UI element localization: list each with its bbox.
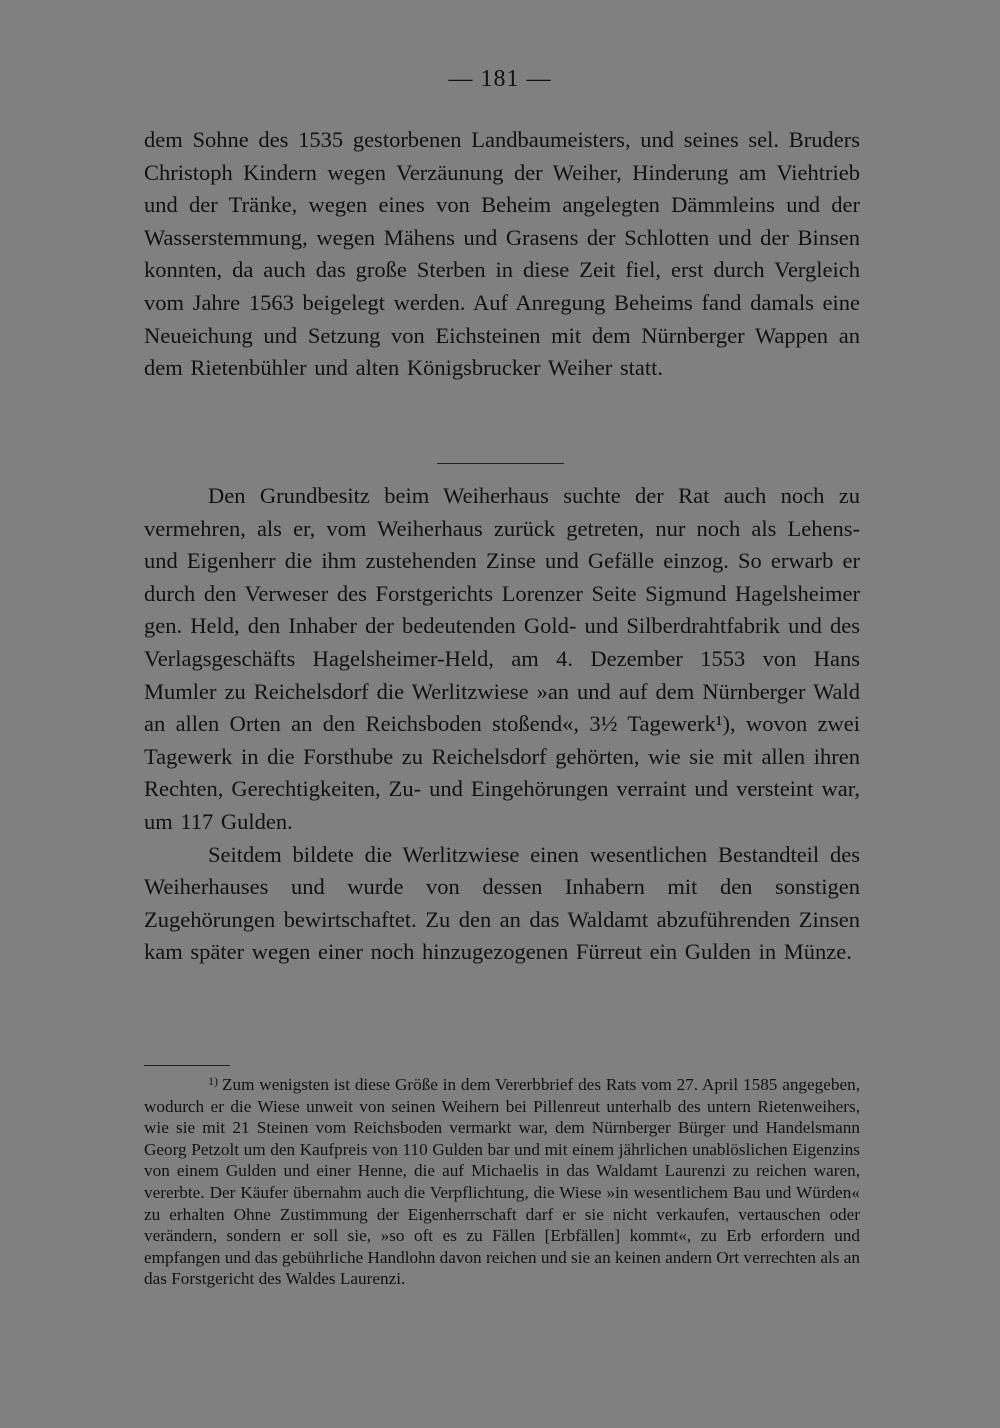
text-block-top <box>144 124 860 385</box>
footnote-marker: 1) <box>208 1074 218 1088</box>
footnote-divider <box>144 1065 230 1066</box>
paragraph: Seitdem bildete die Werlitzwiese einen wesentlichen Bestandteil des Weiherhauses und wurde von dessen Inhabern mit den sonstigen Zugehörungen bewirtschaftet. Zu den an das Waldamt abzuführenden Zinsen kam später wegen einer noch hinzugezogenen Fürreut ein Gulden in Münze. <box>144 841 860 965</box>
paragraph: Den Grundbesitz beim Weiherhaus suchte der Rat auch noch zu vermehren, als er, vom Weiherhaus zurück getreten, nur noch als Lehens- und Eigenherr die ihm zustehenden Zinse und Gefälle einzog. So erwarb er durch den Verweser des Forstgerichts Lorenzer Seite Sigmund Hagelsheimer gen. Held, den Inhaber der bedeutenden Gold- und Silberdrahtfabrik und des Verlagsgeschäfts Hagelsheimer-Held, am 4. Dezember 1553 von Hans Mumler zu Reichelsdorf die Werlitzwiese »an und auf dem Nürnberger Wald an allen Orten an den Reichsboden stoßend«, 3½ Tagewerk¹), wovon zwei Tagewerk in die Forsthube zu Reichelsdorf gehörten, wie sie mit allen ihren Rechten, Gerechtigkeiten, Zu- und Eingehörungen verraint und versteint war, um 117 Gulden. <box>144 483 860 834</box>
footnote <box>144 1071 860 1290</box>
page-number: — 181 — <box>448 66 552 92</box>
text-block-main <box>144 480 860 969</box>
footnote-text: Zum wenigsten ist diese Größe in dem Vererbbrief des Rats vom 27. April 1585 angegeben, wodurch er die Wiese unweit von seinen Weihern bei Pillenreut unterhalb des untern Rietenweihers, wie sie mit 21 Steinen vom Reichsboden vermarkt war, dem Nürnberger Bürger und Handelsmann Georg Petzolt um den Kaufpreis von 110 Gulden bar und mit einem jährlichen unablöslichen Eigenzins von einem Gulden und einer Henne, die auf Michaelis in das Waldamt Laurenzi zu reichen waren, vererbte. Der Käufer übernahm auch die Verpflichtung, die Wiese »in wesentlichem Bau und Würden« zu erhalten Ohne Zustimmung der Eigenherrschaft darf er sie nicht verkaufen, vertauschen oder verändern, sondern er soll sie, »so oft es zu Fällen [Erbfällen] kommt«, zu Erb erfordern und empfangen und das gebührliche Handlohn davon reichen und sie an keinen andern Ort verrechten als an das Forstgericht des Waldes Laurenzi. <box>144 1075 860 1289</box>
section-divider <box>437 463 564 464</box>
paragraph: dem Sohne des 1535 gestorbenen Landbaumeisters, und seines sel. Bruders Christoph Kindern wegen Verzäunung der Weiher, Hinderung am Viehtrieb und der Tränke, wegen eines von Beheim angelegten Dämmleins und der Wasserstemmung, wegen Mähens und Grasens der Schlotten und der Binsen konnten, da auch das große Sterben in diese Zeit fiel, erst durch Vergleich vom Jahre 1563 beigelegt werden. Auf Anregung Beheims fand damals eine Neueichung und Setzung von Eichsteinen mit dem Nürnberger Wappen an dem Rietenbühler und alten Königsbrucker Weiher statt. <box>144 127 860 381</box>
